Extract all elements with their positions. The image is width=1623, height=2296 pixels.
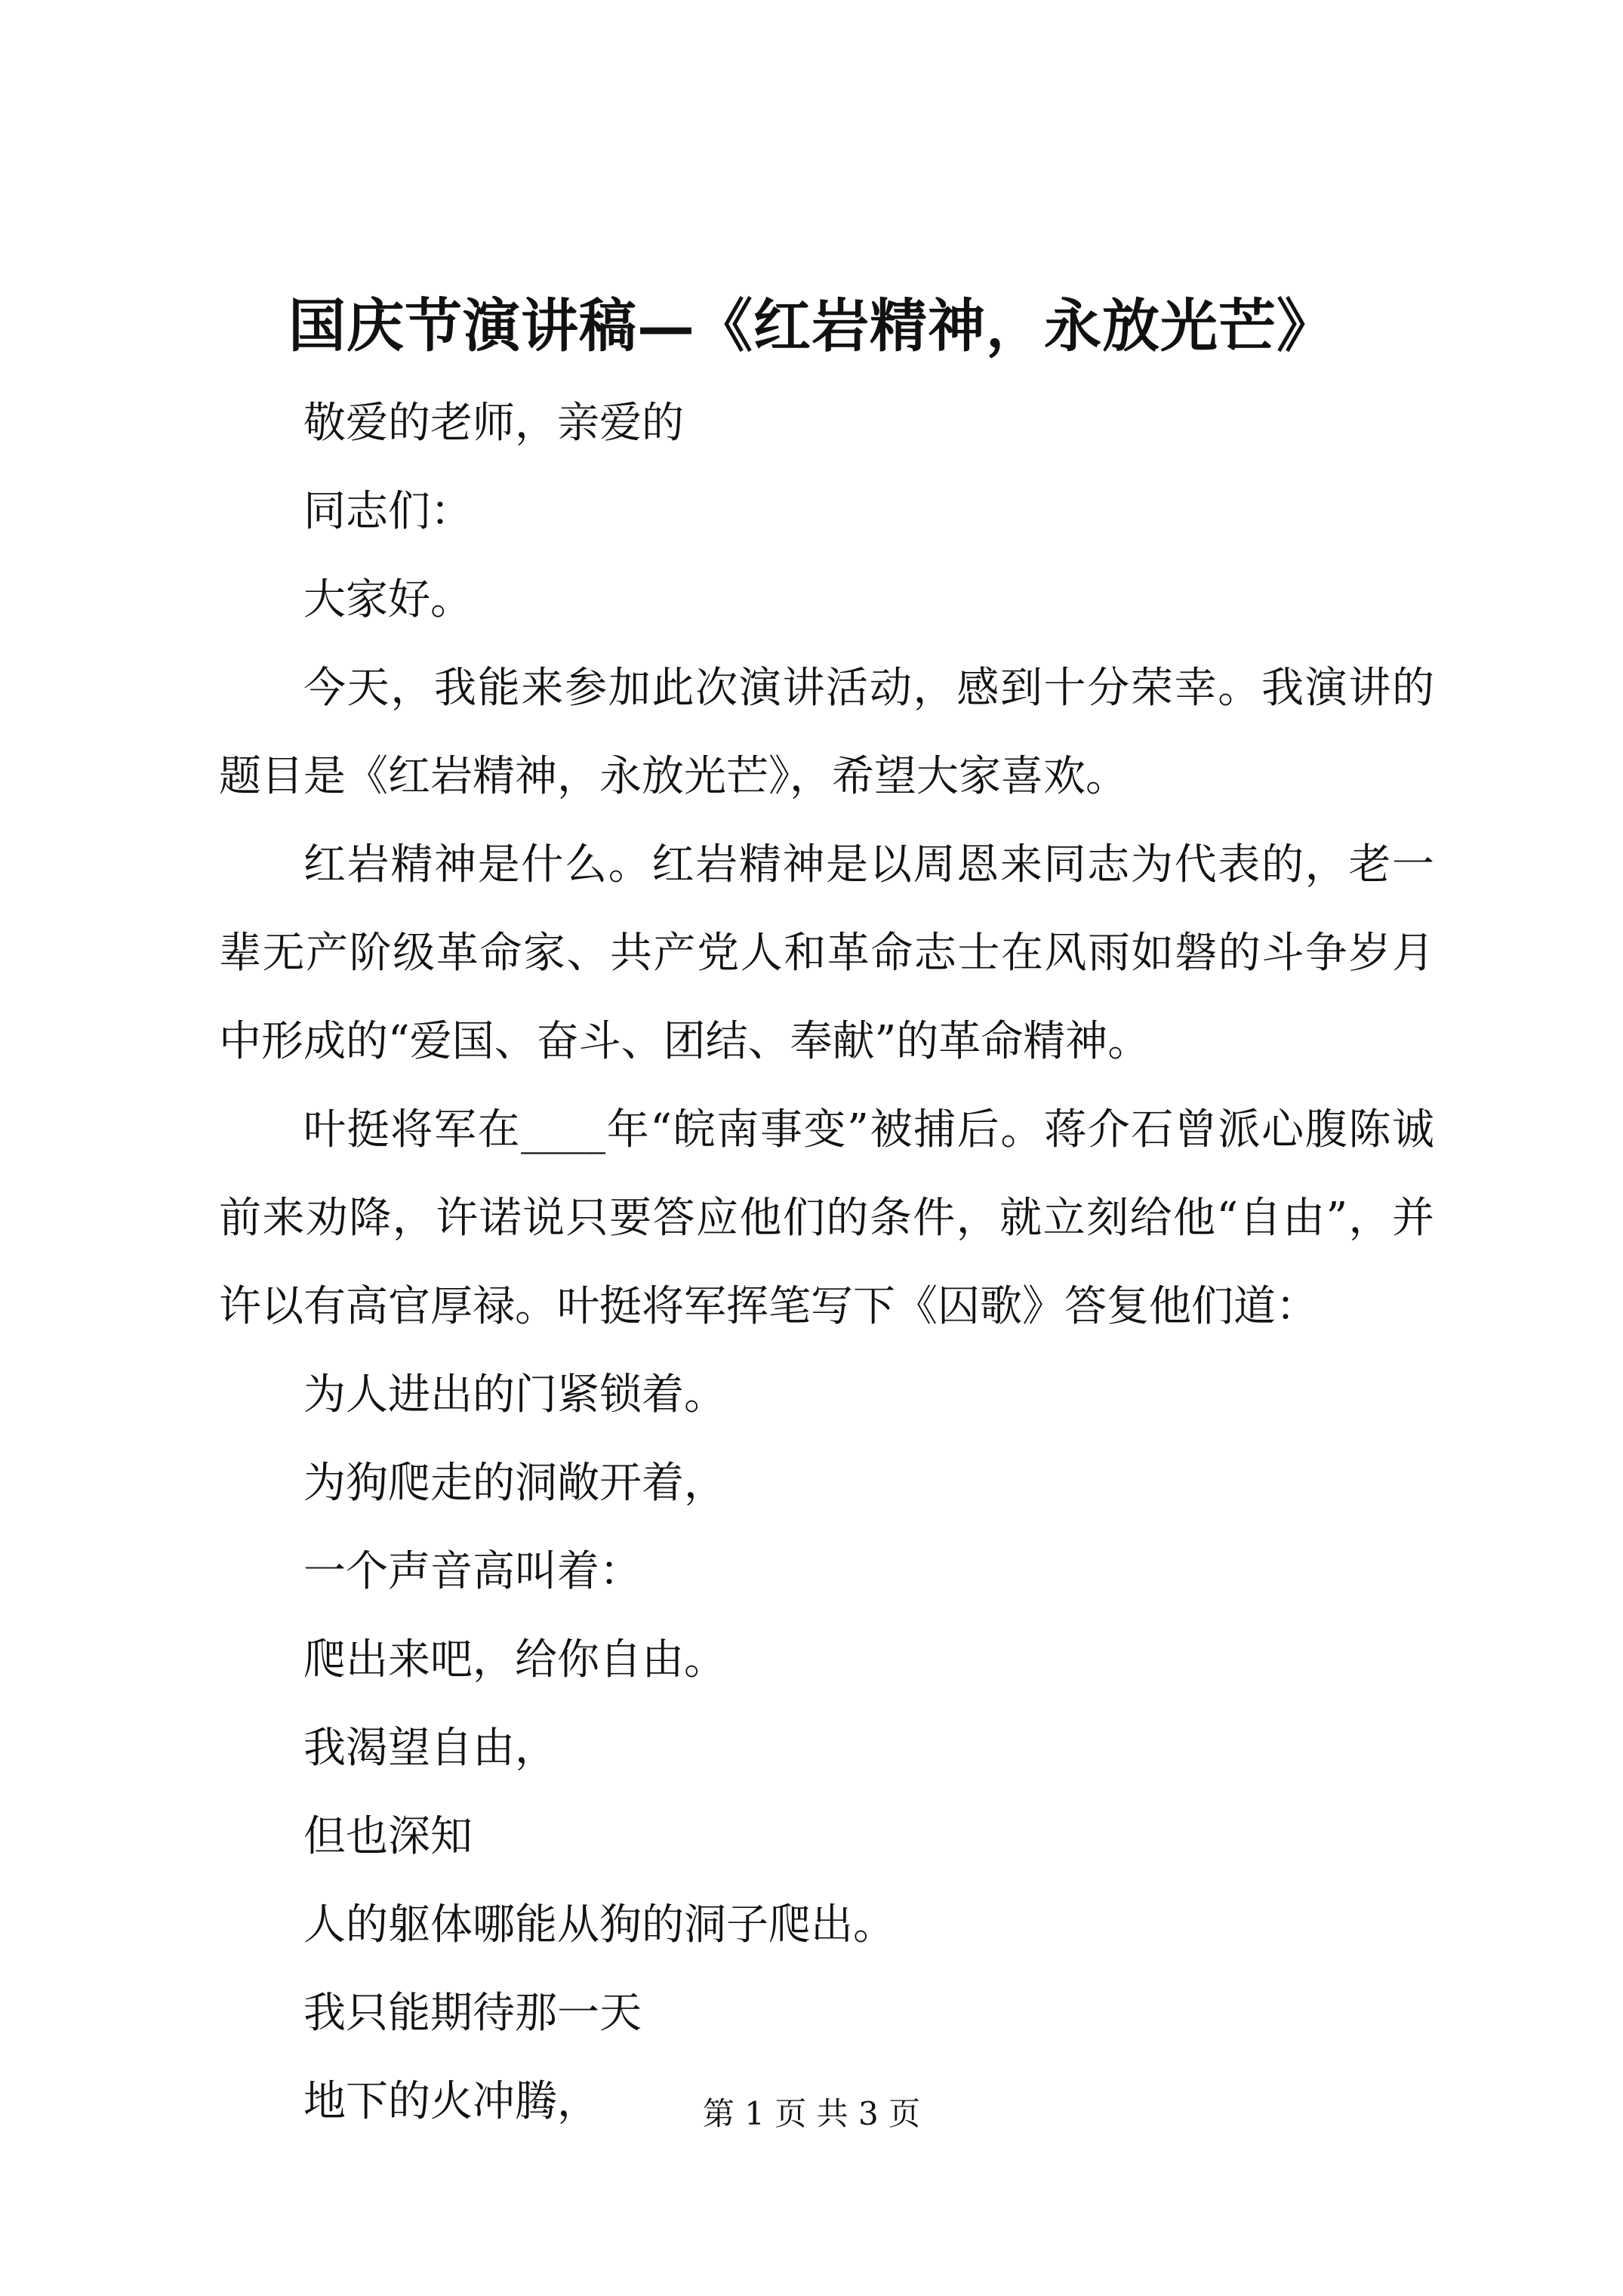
document-body — [219, 379, 1434, 2146]
paragraph: 今天，我能来参加此次演讲活动，感到十分荣幸。我演讲的题目是《红岩精神，永放光芒》，希望大家喜欢。 — [219, 664, 1434, 801]
poem-line: 为人进出的门紧锁着。 — [303, 1370, 726, 1419]
paragraph: 大家好。 — [303, 575, 473, 624]
poem-line: 我渴望自由， — [303, 1724, 557, 1773]
paragraph: 敬爱的老师，亲爱的 — [303, 399, 684, 448]
paragraph: 红岩精神是什么。红岩精神是以周恩来同志为代表的，老一辈无产阶级革命家、共产党人和革命志士在风雨如磐的斗争岁月中形成的“爱国、奋斗、团结、奉献”的革命精神。 — [219, 840, 1434, 1066]
poem-line: 一个声音高叫着： — [303, 1547, 642, 1596]
paragraph: 同志们： — [303, 487, 473, 536]
poem-line: 人的躯体哪能从狗的洞子爬出。 — [303, 1900, 895, 1949]
poem-line: 爬出来吧，给你自由。 — [303, 1635, 726, 1684]
document-title: 国庆节演讲稿—《红岩精神，永放光芒》 — [288, 292, 1335, 359]
paragraph: 叶挺将军在____年“皖南事变”被捕后。蒋介石曾派心腹陈诚前来劝降，许诺说只要答应他们的条件，就立刻给他“自由”，并许以有高官厚禄。叶挺将军挥笔写下《囚歌》答复他们道： — [219, 1105, 1434, 1331]
poem-line: 我只能期待那一天 — [303, 1989, 642, 2038]
poem-line: 为狗爬走的洞敞开着， — [303, 1459, 726, 1508]
poem-line: 但也深知 — [303, 1812, 473, 1861]
poem-line: 地下的火冲腾， — [303, 2077, 599, 2126]
page-footer: 第 1 页 共 3 页 — [702, 2095, 921, 2132]
